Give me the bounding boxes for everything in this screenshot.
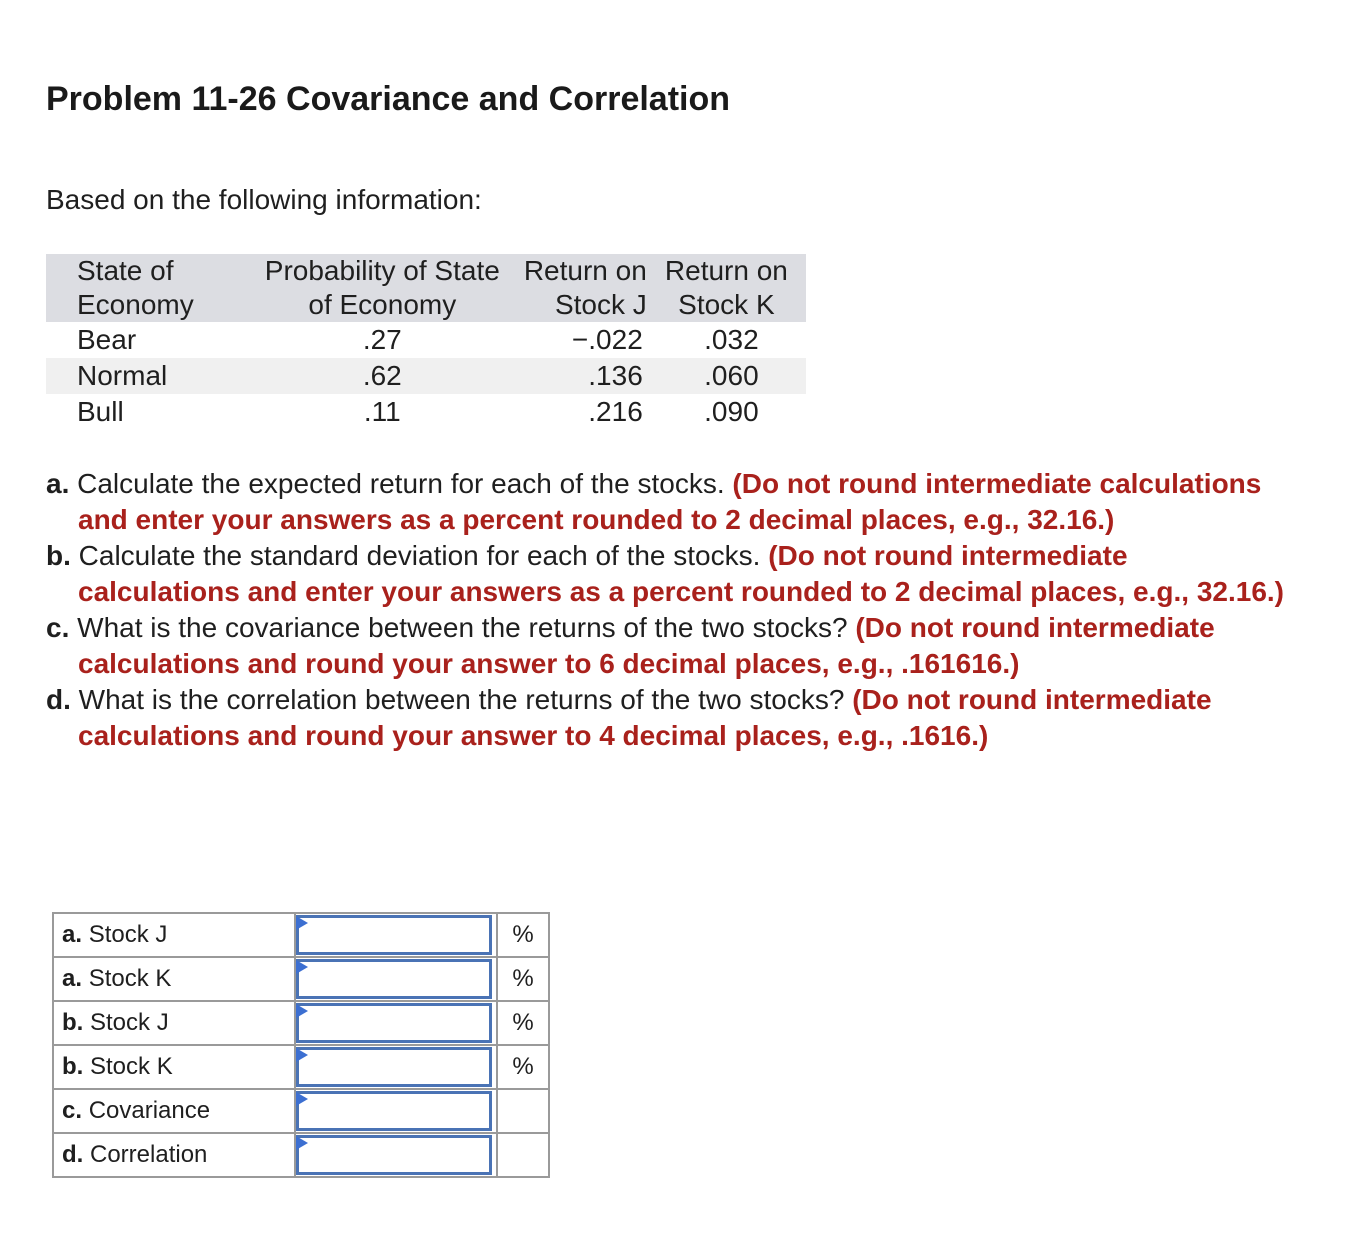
question-c <box>46 610 1296 682</box>
question-note: (Do not round intermediate calculations and round your answer to 6 decimal places, e.g., .161616.) <box>78 612 1215 679</box>
question-letter: b. <box>46 540 71 571</box>
answer-label: b. Stock J <box>53 1001 295 1045</box>
question-text: What is the covariance between the returns of the two stocks? <box>77 612 848 643</box>
answer-row-d-correlation <box>53 1133 549 1177</box>
unit-label: % <box>497 1001 549 1045</box>
answer-row-c-covariance <box>53 1089 549 1133</box>
answer-label: a. Stock K <box>53 957 295 1001</box>
flag-icon <box>296 916 308 930</box>
header-return-k: Return on Stock K <box>664 255 788 320</box>
header-return-j: Return on Stock J <box>523 255 647 320</box>
answer-input-b-stock-k[interactable] <box>296 1047 492 1087</box>
cell-state: Normal <box>77 360 168 391</box>
answer-row-a-stock-j <box>53 913 549 957</box>
answer-input-cell <box>295 1045 497 1089</box>
question-letter: d. <box>46 684 71 715</box>
question-text: What is the correlation between the returns of the two stocks? <box>78 684 845 715</box>
flag-icon <box>296 1136 308 1150</box>
answer-row-b-stock-k <box>53 1045 549 1089</box>
cell-probability: .62 <box>362 360 402 391</box>
question-note: (Do not round intermediate calculations and enter your answers as a percent rounded to 2 decimal places, e.g., 32.16.) <box>78 540 1284 607</box>
unit-label: % <box>497 913 549 957</box>
question-d <box>46 682 1296 754</box>
flag-icon <box>296 1004 308 1018</box>
cell-return-j: .136 <box>588 360 643 391</box>
page-title: Problem 11-26 Covariance and Correlation <box>46 80 731 118</box>
answer-row-b-stock-j <box>53 1001 549 1045</box>
flag-icon <box>296 1092 308 1106</box>
cell-return-k: .090 <box>704 396 759 427</box>
answer-input-b-stock-j[interactable] <box>296 1003 492 1043</box>
answer-input-cell <box>295 913 497 957</box>
table-row <box>46 394 806 430</box>
question-a <box>46 466 1296 538</box>
answer-input-cell <box>295 957 497 1001</box>
unit-label: % <box>497 1045 549 1089</box>
question-note: (Do not round intermediate calculations and round your answer to 4 decimal places, e.g., .1616.) <box>78 684 1212 751</box>
header-state: State of Economy <box>77 255 194 320</box>
cell-return-j: −.022 <box>571 324 643 355</box>
question-b <box>46 538 1296 610</box>
header-probability: Probability of State of Economy <box>264 255 500 320</box>
answer-input-a-stock-j[interactable] <box>296 915 492 955</box>
answer-input-cell <box>295 1001 497 1045</box>
question-text: Calculate the expected return for each of the stocks. <box>77 468 725 499</box>
cell-probability: .11 <box>363 396 401 427</box>
table-row <box>46 322 806 358</box>
flag-icon <box>296 1048 308 1062</box>
question-note: (Do not round intermediate calculations and enter your answers as a percent rounded to 2 decimal places, e.g., 32.16.) <box>78 468 1262 535</box>
cell-return-k: .032 <box>704 324 759 355</box>
cell-probability: .27 <box>362 324 402 355</box>
answer-label: a. Stock J <box>53 913 295 957</box>
cell-state: Bear <box>77 324 137 355</box>
answer-table <box>52 912 550 1178</box>
answer-label: d. Correlation <box>53 1133 295 1177</box>
cell-state: Bull <box>77 396 124 427</box>
answer-input-c-covariance[interactable] <box>296 1091 492 1131</box>
answer-input-cell <box>295 1133 497 1177</box>
economy-info-table <box>46 254 806 430</box>
unit-label: % <box>497 957 549 1001</box>
answer-input-a-stock-k[interactable] <box>296 959 492 999</box>
answer-input-d-correlation[interactable] <box>296 1135 492 1175</box>
answer-input-cell <box>295 1089 497 1133</box>
question-list <box>46 466 1296 754</box>
question-text: Calculate the standard deviation for each of the stocks. <box>78 540 761 571</box>
unit-label <box>497 1089 549 1133</box>
info-table-header-row <box>46 254 806 322</box>
flag-icon <box>296 960 308 974</box>
question-letter: c. <box>46 612 70 643</box>
answer-label: b. Stock K <box>53 1045 295 1089</box>
intro-text: Based on the following information: <box>46 184 482 215</box>
cell-return-j: .216 <box>588 396 643 427</box>
question-letter: a. <box>46 468 70 499</box>
unit-label <box>497 1133 549 1177</box>
cell-return-k: .060 <box>704 360 759 391</box>
answer-label: c. Covariance <box>53 1089 295 1133</box>
table-row <box>46 358 806 394</box>
answer-row-a-stock-k <box>53 957 549 1001</box>
